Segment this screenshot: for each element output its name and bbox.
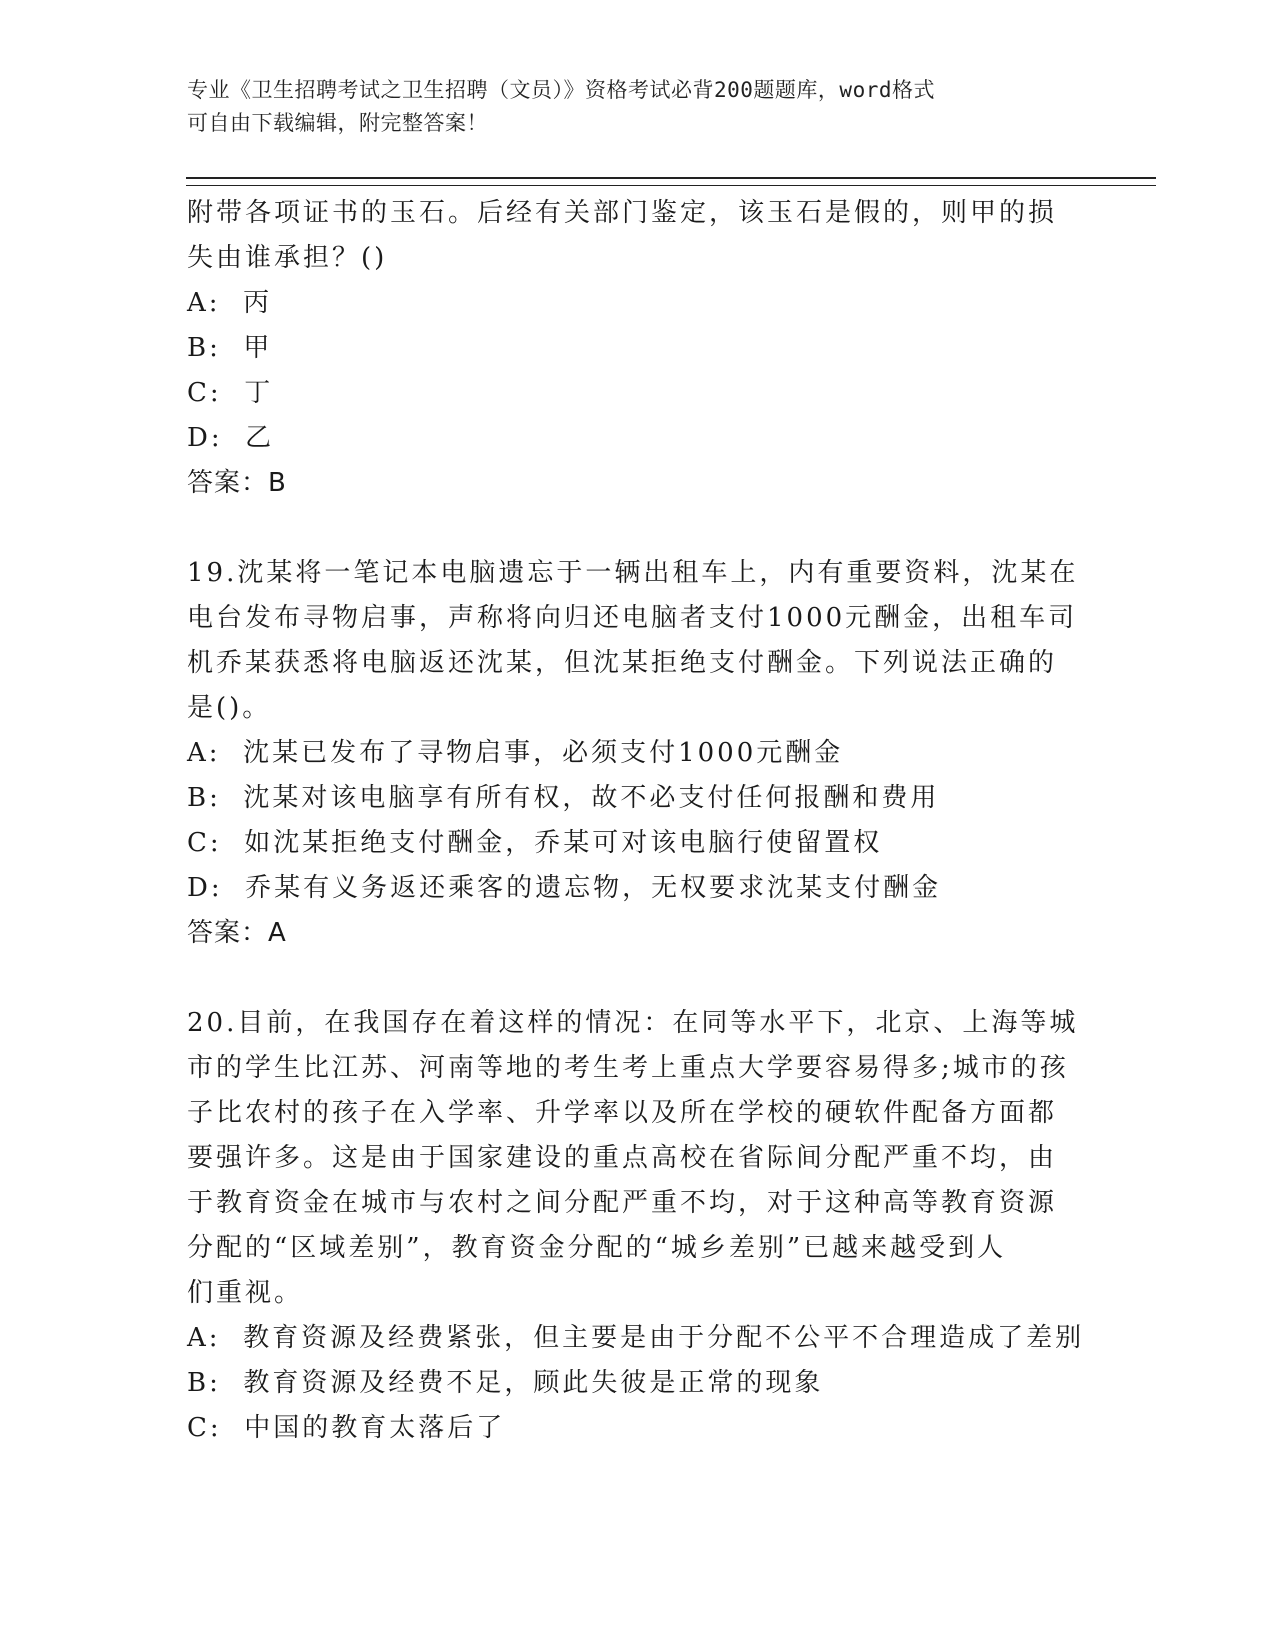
question-text-line: 20.目前，在我国存在着这样的情况：在同等水平下，北京、上海等城 [187, 1008, 1079, 1038]
option-key: C: [187, 1413, 222, 1443]
option-text: 如沈某拒绝支付酬金，乔某可对该电脑行使留置权 [244, 828, 883, 858]
option-key: B: [187, 1368, 221, 1398]
document-body [187, 191, 1087, 1451]
option-c [187, 1406, 1087, 1451]
option-text: 教育资源及经费紧张，但主要是由于分配不公平不合理造成了差别 [243, 1323, 1085, 1353]
option-b [187, 326, 1087, 371]
option-key: A: [187, 1323, 221, 1353]
option-d [187, 866, 1087, 911]
question-text-line: 于教育资金在城市与农村之间分配严重不均，对于这种高等教育资源 [187, 1188, 1058, 1218]
question-text-line: 们重视。 [187, 1278, 304, 1308]
option-d [187, 416, 1087, 461]
option-text: 沈某已发布了寻物启事，必须支付1000元酬金 [243, 738, 844, 768]
option-text: 乔某有义务返还乘客的遗忘物，无权要求沈某支付酬金 [245, 873, 942, 903]
option-key: D: [187, 873, 223, 903]
question-text-line: 失由谁承担？() [187, 243, 388, 273]
option-key: D: [187, 423, 223, 453]
option-c [187, 371, 1087, 416]
option-key: A: [187, 738, 221, 768]
question-20 [187, 1001, 1087, 1451]
option-text: 教育资源及经费不足，顾此失彼是正常的现象 [243, 1368, 824, 1398]
question-19 [187, 551, 1087, 956]
question-text-line: 子比农村的孩子在入学率、升学率以及所在学校的硬软件配备方面都 [187, 1098, 1058, 1128]
option-text: 丙 [243, 288, 273, 318]
option-text: 甲 [243, 333, 273, 363]
option-key: C: [187, 378, 222, 408]
option-key: B: [187, 783, 221, 813]
page-header [187, 74, 1067, 140]
question-text-line: 附带各项证书的玉石。后经有关部门鉴定，该玉石是假的，则甲的损 [187, 198, 1058, 228]
option-text: 乙 [245, 423, 275, 453]
option-a [187, 281, 1087, 326]
option-key: C: [187, 828, 222, 858]
question-text-line: 是()。 [187, 693, 272, 723]
question-text-line: 电台发布寻物启事，声称将向归还电脑者支付1000元酬金，出租车司 [187, 603, 1078, 633]
header-divider [186, 177, 1156, 186]
option-text: 丁 [244, 378, 274, 408]
option-text: 中国的教育太落后了 [244, 1413, 506, 1443]
option-b [187, 776, 1087, 821]
option-b [187, 1361, 1087, 1406]
answer-line: 答案：B [187, 468, 287, 498]
question-text-line: 要强许多。这是由于国家建设的重点高校在省际间分配严重不均，由 [187, 1143, 1058, 1173]
answer-line: 答案：A [187, 918, 287, 948]
question-fragment [187, 191, 1087, 506]
question-text-line: 市的学生比江苏、河南等地的考生考上重点大学要容易得多;城市的孩 [187, 1053, 1069, 1083]
header-title-line-2: 可自由下载编辑，附完整答案！ [187, 111, 488, 135]
option-key: B: [187, 333, 221, 363]
question-text-line: 分配的“区域差别”，教育资金分配的“城乡差别”已越来越受到人 [187, 1233, 1007, 1263]
option-c [187, 821, 1087, 866]
question-text-line: 19.沈某将一笔记本电脑遗忘于一辆出租车上，内有重要资料，沈某在 [187, 558, 1079, 588]
header-title-line-1: 专业《卫生招聘考试之卫生招聘（文员）》资格考试必背200题题库，word格式 [187, 78, 935, 102]
option-key: A: [187, 288, 221, 318]
question-text-line: 机乔某获悉将电脑返还沈某，但沈某拒绝支付酬金。下列说法正确的 [187, 648, 1058, 678]
option-a [187, 1316, 1087, 1361]
option-text: 沈某对该电脑享有所有权，故不必支付任何报酬和费用 [243, 783, 940, 813]
option-a [187, 731, 1087, 776]
